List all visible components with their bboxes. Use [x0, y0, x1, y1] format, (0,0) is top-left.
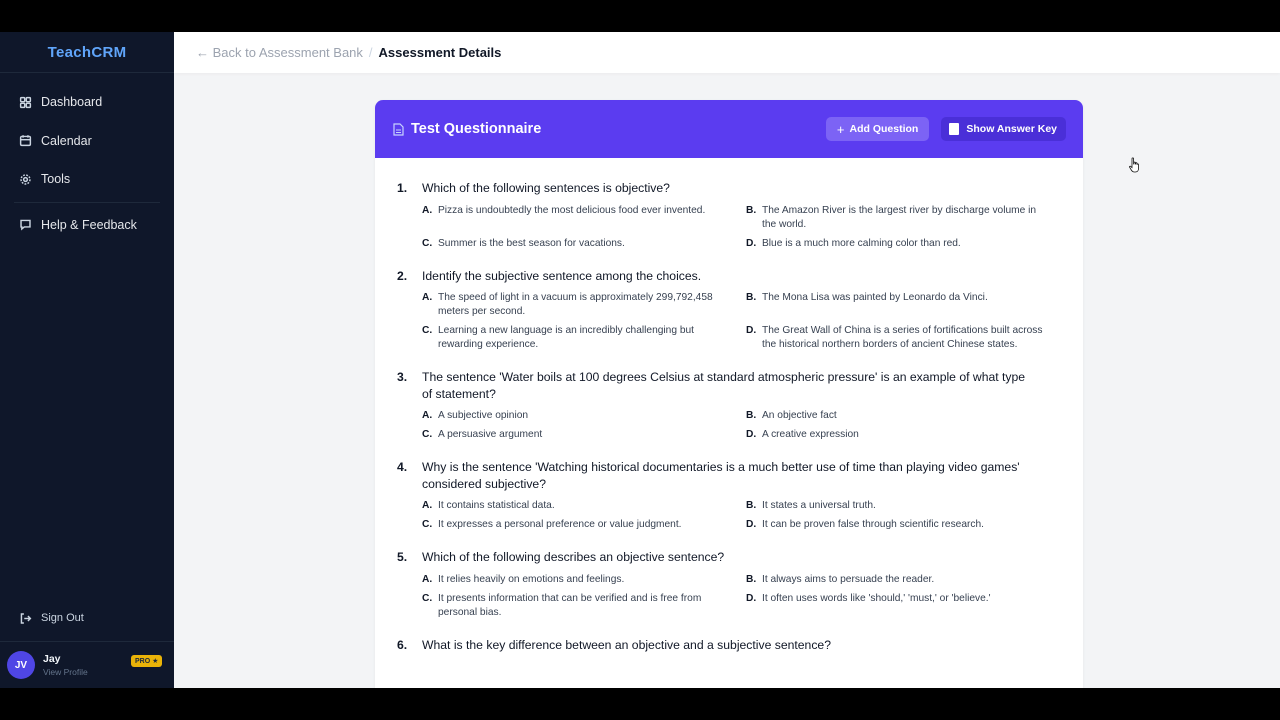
option-text: A persuasive argument: [438, 429, 543, 440]
nav-divider: [14, 202, 160, 203]
option-text: The Amazon River is the largest river by discharge volume in the world.: [762, 204, 1037, 230]
option-letter: A.: [422, 292, 433, 303]
question-list: [375, 158, 1083, 653]
option-text: Summer is the best season for vacations.: [438, 237, 625, 249]
plus-icon: +: [836, 121, 845, 137]
question-text: What is the key difference between an objective and a subjective sentence?: [422, 637, 831, 652]
option-letter: A.: [422, 500, 433, 511]
question-item: [397, 549, 1061, 620]
option-letter: C.: [422, 325, 433, 336]
sidebar-item-label: Calendar: [41, 133, 92, 148]
option-letter: D.: [746, 592, 757, 604]
page-title: Assessment Details: [378, 45, 502, 60]
question-item: [397, 268, 1061, 353]
answer-option-a[interactable]: [422, 291, 746, 319]
option-text: It states a universal truth.: [762, 500, 876, 511]
answer-option-d[interactable]: [746, 324, 1061, 352]
sidebar-item-dashboard[interactable]: [0, 83, 174, 122]
question-text: Identify the subjective sentence among the choices.: [422, 268, 702, 283]
gear-icon: [19, 173, 32, 186]
back-to-assessment-bank-link[interactable]: ← Back to Assessment Bank: [196, 45, 363, 60]
option-letter: C.: [422, 592, 433, 604]
mouse-cursor-icon: [1129, 157, 1139, 173]
option-letter: A.: [422, 204, 433, 216]
option-letter: C.: [422, 429, 433, 440]
option-text: The Great Wall of China is a series of fortifications built across the historical northern borders of ancient Chinese states.: [762, 325, 1043, 350]
logout-icon: [19, 612, 32, 625]
answer-option-d[interactable]: [746, 428, 1061, 442]
option-text: It expresses a personal preference or value judgment.: [438, 519, 682, 530]
answer-option-d[interactable]: [746, 237, 1061, 251]
show-answer-key-label: Show Answer Key: [966, 123, 1057, 135]
answer-option-a[interactable]: [422, 499, 746, 513]
question-item: [397, 180, 1061, 251]
answer-option-d[interactable]: [746, 518, 1061, 532]
sidebar-item-label: Tools: [41, 172, 71, 187]
main-content: [174, 32, 1280, 688]
add-question-button[interactable]: [826, 117, 929, 141]
option-letter: D.: [746, 519, 757, 530]
question-number: 1.: [397, 181, 408, 195]
sign-out-label: Sign Out: [41, 612, 84, 624]
sidebar-item-calendar[interactable]: [0, 122, 174, 161]
answer-option-c[interactable]: [422, 428, 746, 442]
sidebar-item-help-feedback[interactable]: [0, 206, 174, 245]
option-letter: B.: [746, 500, 757, 511]
question-text: The sentence 'Water boils at 100 degrees Celsius at standard atmospheric pressure' is an example of what type of statement?: [422, 370, 1026, 401]
answer-option-a[interactable]: [422, 204, 746, 232]
question-number: 2.: [397, 268, 408, 283]
option-text: The speed of light in a vacuum is approximately 299,792,458 meters per second.: [438, 292, 713, 317]
grid-icon: [19, 96, 32, 109]
sidebar-item-label: Dashboard: [41, 95, 103, 110]
avatar: JV: [7, 651, 35, 679]
answer-option-c[interactable]: [422, 592, 746, 620]
answer-option-b[interactable]: [746, 409, 1061, 423]
breadcrumb: [174, 32, 1280, 73]
answer-option-a[interactable]: [422, 573, 746, 587]
option-text: It relies heavily on emotions and feelings.: [438, 573, 625, 585]
question-item: [397, 369, 1061, 442]
sign-out-button[interactable]: [0, 606, 174, 630]
option-text: It contains statistical data.: [438, 500, 555, 511]
option-letter: D.: [746, 237, 757, 249]
answer-option-b[interactable]: [746, 291, 1061, 319]
option-letter: B.: [746, 573, 757, 585]
option-letter: B.: [746, 204, 757, 216]
card-header: [375, 100, 1083, 158]
option-text: A subjective opinion: [438, 410, 529, 421]
option-letter: C.: [422, 237, 433, 249]
option-text: Pizza is undoubtedly the most delicious food ever invented.: [438, 204, 706, 216]
option-letter: A.: [422, 410, 433, 421]
option-letter: B.: [746, 292, 757, 303]
question-number: 5.: [397, 550, 408, 564]
sidebar-item-label: Help & Feedback: [41, 217, 137, 232]
question-number: 4.: [397, 460, 408, 474]
answer-option-a[interactable]: [422, 409, 746, 423]
chat-icon: [19, 218, 32, 231]
question-item: [397, 637, 1061, 654]
sidebar-nav: [0, 73, 174, 244]
question-item: [397, 459, 1061, 532]
profile-name: Jay: [43, 653, 61, 665]
pro-badge: PRO ★: [131, 655, 162, 667]
answer-option-b[interactable]: [746, 573, 1061, 587]
add-question-label: Add Question: [849, 123, 919, 135]
option-text: It presents information that can be verified and is free from personal bias.: [438, 592, 702, 618]
option-text: It can be proven false through scientific research.: [762, 519, 984, 530]
option-text: Learning a new language is an incredibly challenging but rewarding experience.: [438, 325, 695, 350]
option-letter: A.: [422, 573, 433, 585]
option-letter: D.: [746, 325, 757, 336]
question-text: Which of the following sentences is objective?: [422, 181, 670, 195]
answer-option-d[interactable]: [746, 592, 1061, 620]
answer-option-c[interactable]: [422, 518, 746, 532]
sidebar-item-tools[interactable]: [0, 160, 174, 199]
option-text: It always aims to persuade the reader.: [762, 573, 935, 585]
document-icon: [393, 123, 404, 136]
option-letter: D.: [746, 429, 757, 440]
option-text: An objective fact: [762, 410, 837, 421]
answer-option-c[interactable]: [422, 237, 746, 251]
answer-option-b[interactable]: [746, 204, 1061, 232]
key-icon: [949, 123, 959, 135]
breadcrumb-separator: /: [368, 45, 373, 60]
questionnaire-card: [375, 100, 1083, 688]
question-text: Why is the sentence 'Watching historical documentaries is a much better use of time than playing video games' considered subjective?: [422, 460, 1020, 491]
question-text: Which of the following describes an objective sentence?: [422, 550, 725, 564]
answer-option-c[interactable]: [422, 324, 746, 352]
option-letter: C.: [422, 519, 433, 530]
profile-card[interactable]: [0, 641, 174, 688]
calendar-icon: [19, 134, 32, 147]
question-number: 6.: [397, 637, 408, 652]
option-text: It often uses words like 'should,' 'must,' or 'believe.': [762, 592, 991, 604]
brand-logo[interactable]: TeachCRM: [0, 32, 174, 73]
answer-option-b[interactable]: [746, 499, 1061, 513]
sidebar: [0, 32, 174, 688]
card-title: Test Questionnaire: [411, 121, 542, 137]
option-text: A creative expression: [762, 429, 859, 440]
show-answer-key-button[interactable]: [941, 117, 1066, 141]
option-letter: B.: [746, 410, 757, 421]
option-text: The Mona Lisa was painted by Leonardo da Vinci.: [762, 292, 988, 303]
question-number: 3.: [397, 370, 408, 384]
view-profile-link[interactable]: View Profile: [43, 667, 88, 677]
option-text: Blue is a much more calming color than red.: [762, 237, 961, 249]
